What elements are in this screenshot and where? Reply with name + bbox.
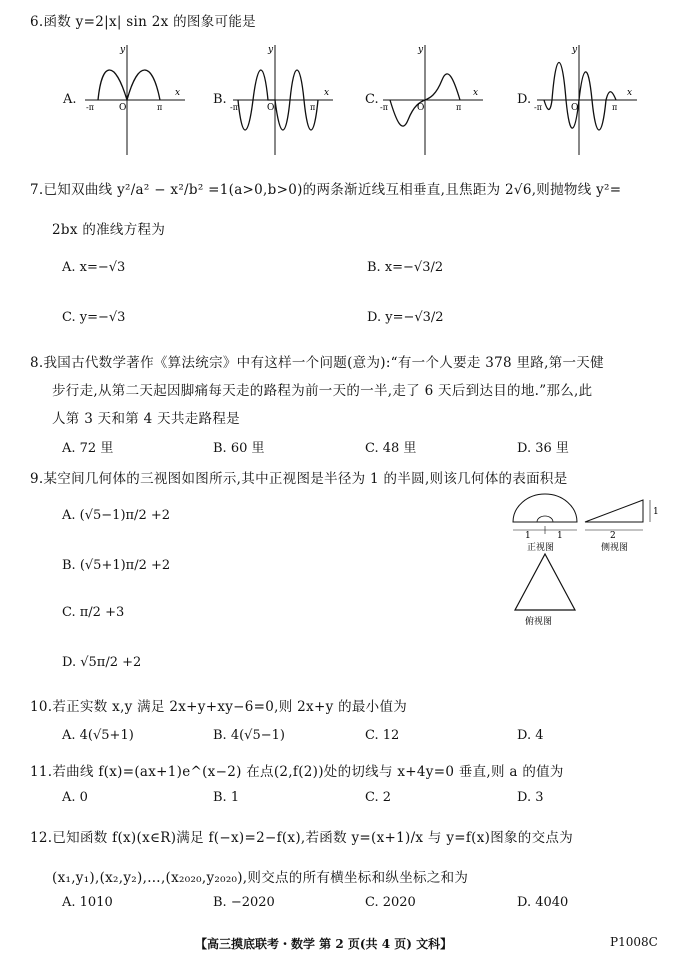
graph-a-pi: π <box>157 103 163 112</box>
graph-a-x-label: x <box>175 88 181 98</box>
q6-option-c: C. <box>365 92 379 107</box>
front-view-dim-left: 1 <box>525 531 531 541</box>
graph-b-neg-pi: -π <box>230 103 238 112</box>
top-view-label: 俯视图 <box>525 617 553 627</box>
side-view-dim-right: 1 <box>653 507 659 517</box>
q8-option-b: B. 60 里 <box>213 441 265 456</box>
q11-option-a: A. 0 <box>62 790 88 805</box>
q8-option-d: D. 36 里 <box>517 441 569 456</box>
q7-option-b: B. x=−√3/2 <box>367 260 444 275</box>
q9-option-b: B. (√5+1)π/2 +2 <box>62 558 171 573</box>
q6-graph-a <box>80 40 190 160</box>
q9-three-views <box>505 492 665 632</box>
q9-stem: 9.某空间几何体的三视图如图所示,其中正视图是半径为 1 的半圆,则该几何体的表面积是 <box>30 471 568 487</box>
q6-option-b: B. <box>213 92 227 107</box>
graph-b-origin: O <box>267 103 275 113</box>
q12-line1: 12.已知函数 f(x)(x∈R)满足 f(−x)=2−f(x),若函数 y=(x+1)/x 与 y=f(x)图象的交点为 <box>30 830 574 846</box>
q10-option-c: C. 12 <box>365 728 400 743</box>
q9-option-d: D. √5π/2 +2 <box>62 655 142 670</box>
graph-a-neg-pi: -π <box>86 103 94 112</box>
q8-option-c: C. 48 里 <box>365 441 417 456</box>
q7-stem-line1: 7.已知双曲线 y²/a² − x²/b² =1(a>0,b>0)的两条渐近线互相垂直,且焦距为 2√6,则抛物线 y²= <box>30 182 622 198</box>
graph-a-y-label: y <box>120 45 126 55</box>
q11-stem: 11.若曲线 f(x)=(ax+1)e^(x−2) 在点(2,f(2))处的切线与 x+4y=0 垂直,则 a 的值为 <box>30 764 564 780</box>
graph-d-neg-pi: -π <box>534 103 542 112</box>
side-view-dim-bottom: 2 <box>610 531 616 541</box>
graph-d-x-label: x <box>627 88 633 98</box>
q12-option-c: C. 2020 <box>365 895 416 910</box>
q10-option-a: A. 4(√5+1) <box>62 728 134 743</box>
q10-option-b: B. 4(√5−1) <box>213 728 285 743</box>
q6-option-a: A. <box>63 92 77 107</box>
q7-option-a: A. x=−√3 <box>62 260 126 275</box>
q11-option-c: C. 2 <box>365 790 392 805</box>
graph-c-pi: π <box>456 103 462 112</box>
front-view-label: 正视图 <box>527 543 555 553</box>
q8-line3: 人第 3 天和第 4 天共走路程是 <box>52 411 240 427</box>
q6-graph-d <box>532 40 642 160</box>
q8-line1: 8.我国古代数学著作《算法统宗》中有这样一个问题(意为):“有一个人要走 378 里路,第一天健 <box>30 355 604 371</box>
q12-option-a: A. 1010 <box>62 895 113 910</box>
q6-graph-b <box>228 40 338 160</box>
graph-c-origin: O <box>417 103 425 113</box>
q12-line2: (x₁,y₁),(x₂,y₂),…,(x₂₀₂₀,y₂₀₂₀),则交点的所有横坐标和纵坐标之和为 <box>52 870 469 886</box>
q12-option-d: D. 4040 <box>517 895 569 910</box>
q7-option-c: C. y=−√3 <box>62 310 126 325</box>
page-footer: 【高三摸底联考・数学 第 2 页(共 4 页) 文科】 <box>195 937 453 951</box>
q8-option-a: A. 72 里 <box>62 441 114 456</box>
q6-stem: 6.函数 y=2|x| sin 2x 的图象可能是 <box>30 14 256 30</box>
graph-b-y-label: y <box>268 45 274 55</box>
q10-stem: 10.若正实数 x,y 满足 2x+y+xy−6=0,则 2x+y 的最小值为 <box>30 699 408 715</box>
q8-line2: 步行走,从第二天起因脚痛每天走的路程为前一天的一半,走了 6 天后到达目的地.”那么,此 <box>52 383 593 399</box>
q9-option-c: C. π/2 +3 <box>62 605 125 620</box>
q6-graph-c <box>378 40 488 160</box>
graph-c-y-label: y <box>418 45 424 55</box>
graph-b-pi: π <box>310 103 316 112</box>
graph-a-origin: O <box>119 103 127 113</box>
graph-c-x-label: x <box>473 88 479 98</box>
q11-option-b: B. 1 <box>213 790 240 805</box>
q11-option-d: D. 3 <box>517 790 544 805</box>
graph-d-y-label: y <box>572 45 578 55</box>
graph-d-origin: O <box>571 103 579 113</box>
q6-option-d: D. <box>517 92 532 107</box>
front-view-dim-right: 1 <box>557 531 563 541</box>
graph-d-pi: π <box>612 103 618 112</box>
q12-option-b: B. −2020 <box>213 895 275 910</box>
side-view-label: 侧视图 <box>601 543 629 553</box>
q9-option-a: A. (√5−1)π/2 +2 <box>62 508 171 523</box>
q7-stem-line2: 2bx 的准线方程为 <box>52 222 166 238</box>
page-code: P1008C <box>610 935 658 949</box>
graph-c-neg-pi: -π <box>380 103 388 112</box>
q7-option-d: D. y=−√3/2 <box>367 310 444 325</box>
graph-b-x-label: x <box>324 88 330 98</box>
q10-option-d: D. 4 <box>517 728 544 743</box>
